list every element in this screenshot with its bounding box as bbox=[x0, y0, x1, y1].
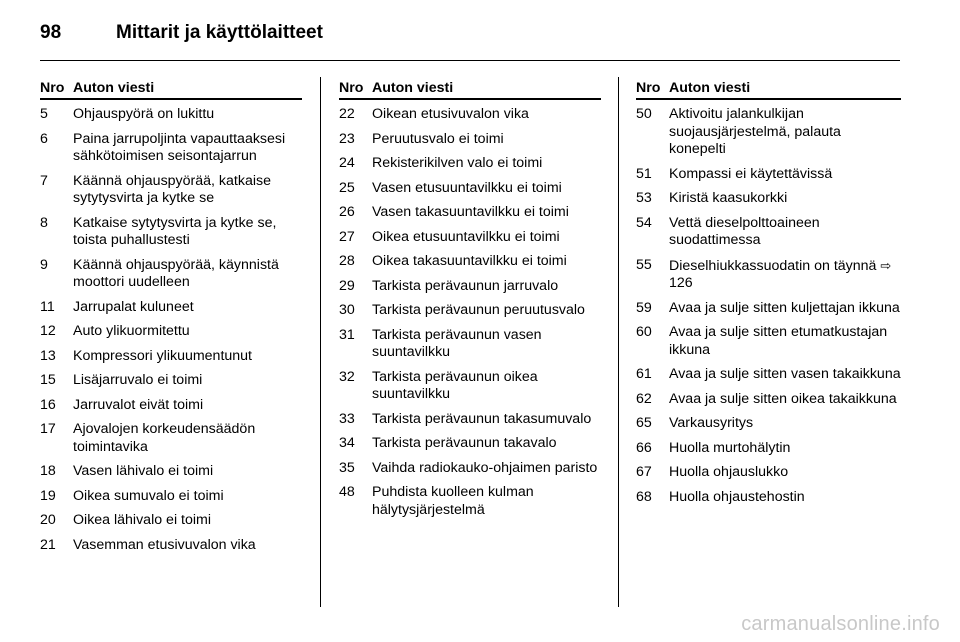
column-divider bbox=[618, 77, 619, 607]
table-row bbox=[40, 257, 302, 292]
column-header-message: Auton viesti bbox=[73, 80, 155, 96]
table-row bbox=[339, 484, 601, 519]
message-text-content: Tarkista perävaunun vasen suuntavilkku bbox=[372, 326, 542, 360]
message-number: 48 bbox=[339, 484, 355, 500]
table-row bbox=[636, 391, 901, 409]
message-text-content: Käännä ohjauspyörää, käynnistä moottori uudelleen bbox=[73, 256, 279, 290]
message-text-content: Paina jarrupoljinta vapauttaaksesi sähkötoimisen seisontajarrun bbox=[73, 130, 286, 164]
message-text-content: Katkaise sytytysvirta ja kytke se, toista puhallustesti bbox=[73, 214, 277, 248]
message-text bbox=[73, 421, 302, 456]
page-reference-arrow-icon: ⇨ bbox=[880, 257, 892, 273]
message-text bbox=[372, 229, 601, 247]
message-text bbox=[73, 397, 302, 415]
message-list bbox=[636, 106, 901, 506]
page-header bbox=[40, 20, 323, 46]
message-number: 35 bbox=[339, 459, 355, 476]
table-row bbox=[40, 512, 302, 530]
message-text bbox=[372, 253, 601, 271]
message-text bbox=[669, 489, 901, 507]
message-text bbox=[73, 488, 302, 506]
message-number: 29 bbox=[339, 277, 355, 294]
message-text bbox=[372, 278, 601, 296]
table-row bbox=[636, 300, 901, 318]
table-row bbox=[636, 366, 901, 384]
table-row bbox=[40, 397, 302, 415]
table-row bbox=[636, 166, 901, 184]
message-text bbox=[73, 512, 302, 530]
table-row bbox=[339, 369, 601, 404]
message-number: 22 bbox=[339, 106, 355, 122]
message-text bbox=[669, 415, 901, 433]
message-number: 28 bbox=[339, 253, 355, 269]
message-text bbox=[73, 463, 302, 481]
message-number: 23 bbox=[339, 130, 355, 147]
column-header-message: Auton viesti bbox=[372, 80, 454, 96]
table-row bbox=[40, 299, 302, 317]
message-text-content: Avaa ja sulje sitten etumatkustajan ikkuna bbox=[669, 324, 888, 358]
message-number: 53 bbox=[636, 190, 652, 206]
message-text bbox=[372, 460, 601, 478]
message-number: 32 bbox=[339, 368, 355, 385]
message-text bbox=[73, 131, 302, 166]
message-text bbox=[372, 155, 601, 173]
message-number: 8 bbox=[40, 214, 48, 231]
message-text bbox=[372, 411, 601, 429]
message-text bbox=[669, 464, 901, 482]
message-text bbox=[73, 372, 302, 390]
message-number: 65 bbox=[636, 415, 652, 431]
message-number: 50 bbox=[636, 106, 652, 122]
message-number: 27 bbox=[339, 228, 355, 245]
message-text bbox=[372, 302, 601, 320]
message-text bbox=[669, 257, 901, 293]
message-number: 6 bbox=[40, 130, 48, 147]
message-column-2 bbox=[339, 79, 601, 526]
message-text-content: Vasen lähivalo ei toimi bbox=[73, 463, 214, 479]
message-number: 59 bbox=[636, 299, 652, 316]
message-number: 31 bbox=[339, 326, 355, 343]
message-text-content: Lisäjarruvalo ei toimi bbox=[73, 372, 203, 388]
message-number: 5 bbox=[40, 106, 48, 122]
message-text-content: Oikea etusuuntavilkku ei toimi bbox=[372, 228, 560, 245]
message-number: 30 bbox=[339, 302, 355, 318]
message-text-content: Kompassi ei käytettävissä bbox=[669, 165, 833, 182]
message-number: 11 bbox=[40, 298, 55, 315]
message-text-content: Auto ylikuormitettu bbox=[73, 323, 190, 339]
page-title: Mittarit ja käyttölaitteet bbox=[116, 22, 323, 43]
column-divider bbox=[320, 77, 321, 607]
message-number: 15 bbox=[40, 372, 56, 388]
table-row bbox=[339, 180, 601, 198]
table-row bbox=[40, 131, 302, 166]
message-text bbox=[669, 300, 901, 318]
message-text-content: Tarkista perävaunun takasumuvalo bbox=[372, 410, 592, 427]
message-text bbox=[372, 327, 601, 362]
table-row bbox=[339, 302, 601, 320]
header-divider bbox=[40, 60, 900, 61]
message-text bbox=[372, 180, 601, 198]
message-text-content: Tarkista perävaunun takavalo bbox=[372, 435, 557, 451]
column-header-nro: Nro bbox=[636, 80, 661, 96]
message-text bbox=[669, 215, 901, 250]
message-text-content: Vasemman etusivuvalon vika bbox=[73, 536, 256, 553]
message-text-content: Avaa ja sulje sitten oikea takaikkuna bbox=[669, 390, 897, 407]
message-column-1 bbox=[40, 79, 302, 561]
table-row bbox=[40, 372, 302, 390]
column-header bbox=[339, 79, 601, 100]
message-text-content: Kompressori ylikuumentunut bbox=[73, 347, 252, 364]
message-number: 62 bbox=[636, 390, 652, 407]
message-text-content: Aktivoitu jalankulkijan suojausjärjestelmä, palauta konepelti bbox=[669, 106, 841, 157]
message-number: 7 bbox=[40, 172, 48, 189]
message-text bbox=[372, 131, 601, 149]
message-text bbox=[372, 435, 601, 453]
message-number: 54 bbox=[636, 214, 652, 231]
message-number: 51 bbox=[636, 165, 652, 182]
message-text-content: Oikea sumuvalo ei toimi bbox=[73, 487, 224, 504]
message-text bbox=[669, 324, 901, 359]
column-header-nro: Nro bbox=[40, 80, 65, 96]
table-row bbox=[40, 537, 302, 555]
table-row bbox=[636, 489, 901, 507]
table-row bbox=[40, 348, 302, 366]
message-text-content: Puhdista kuolleen kulman hälytysjärjestelmä bbox=[372, 484, 534, 518]
table-row bbox=[40, 463, 302, 481]
message-text bbox=[669, 106, 901, 159]
table-row bbox=[339, 204, 601, 222]
message-text bbox=[372, 484, 601, 519]
message-text-content: Huolla ohjauslukko bbox=[669, 464, 789, 480]
message-number: 9 bbox=[40, 256, 48, 273]
message-number: 24 bbox=[339, 155, 355, 171]
message-number: 66 bbox=[636, 439, 652, 456]
table-row bbox=[40, 215, 302, 250]
message-number: 68 bbox=[636, 488, 652, 505]
table-row bbox=[339, 253, 601, 271]
table-row bbox=[339, 106, 601, 124]
table-row bbox=[339, 155, 601, 173]
message-text bbox=[372, 106, 601, 124]
table-row bbox=[636, 464, 901, 482]
message-text-content: Ajovalojen korkeudensäädön toimintavika bbox=[73, 421, 256, 455]
message-number: 12 bbox=[40, 323, 56, 339]
table-row bbox=[40, 323, 302, 341]
message-number: 20 bbox=[40, 512, 56, 528]
table-row bbox=[40, 421, 302, 456]
message-text bbox=[73, 173, 302, 208]
message-text bbox=[73, 215, 302, 250]
message-text bbox=[73, 257, 302, 292]
table-row bbox=[40, 106, 302, 124]
table-row bbox=[636, 215, 901, 250]
page-number: 98 bbox=[40, 22, 62, 43]
table-row bbox=[339, 131, 601, 149]
table-row bbox=[339, 460, 601, 478]
message-text-content: Oikean etusivuvalon vika bbox=[372, 106, 529, 122]
message-text bbox=[73, 299, 302, 317]
message-number: 19 bbox=[40, 487, 56, 504]
message-text bbox=[669, 391, 901, 409]
message-text-content: Vasen etusuuntavilkku ei toimi bbox=[372, 179, 562, 196]
message-text-content: Dieselhiukkassuodatin on täynnä bbox=[669, 257, 877, 274]
message-text bbox=[73, 323, 302, 341]
table-row bbox=[339, 229, 601, 247]
message-column-3 bbox=[636, 79, 901, 513]
message-text bbox=[372, 369, 601, 404]
message-text-content: Tarkista perävaunun oikea suuntavilkku bbox=[372, 368, 538, 402]
message-number: 33 bbox=[339, 410, 355, 427]
column-header bbox=[636, 79, 901, 100]
message-number: 16 bbox=[40, 396, 56, 413]
table-row bbox=[636, 257, 901, 293]
table-row bbox=[339, 278, 601, 296]
message-number: 21 bbox=[40, 536, 56, 553]
message-text-content: Tarkista perävaunun jarruvalo bbox=[372, 277, 559, 294]
table-row bbox=[40, 173, 302, 208]
message-number: 26 bbox=[339, 204, 355, 220]
page-reference[interactable]: 126 bbox=[669, 275, 693, 291]
table-row bbox=[636, 106, 901, 159]
message-text-content: Varkausyritys bbox=[669, 415, 754, 431]
message-number: 34 bbox=[339, 435, 355, 451]
table-row bbox=[40, 488, 302, 506]
watermark: carmanualsonline.info bbox=[741, 613, 940, 635]
message-number: 25 bbox=[339, 179, 355, 196]
table-row bbox=[636, 324, 901, 359]
message-list bbox=[339, 106, 601, 519]
table-row bbox=[339, 435, 601, 453]
table-row bbox=[636, 415, 901, 433]
message-text bbox=[73, 537, 302, 555]
message-text-content: Avaa ja sulje sitten kuljettajan ikkuna bbox=[669, 299, 900, 316]
column-header bbox=[40, 79, 302, 100]
message-text bbox=[73, 348, 302, 366]
message-text-content: Huolla ohjaustehostin bbox=[669, 488, 805, 505]
message-text-content: Avaa ja sulje sitten vasen takaikkuna bbox=[669, 366, 901, 382]
column-header-nro: Nro bbox=[339, 80, 364, 96]
message-number: 60 bbox=[636, 324, 652, 340]
message-text-content: Peruutusvalo ei toimi bbox=[372, 130, 504, 147]
message-text-content: Ohjauspyörä on lukittu bbox=[73, 106, 215, 122]
table-row bbox=[339, 411, 601, 429]
message-text-content: Rekisterikilven valo ei toimi bbox=[372, 155, 543, 171]
message-text bbox=[669, 166, 901, 184]
message-text-content: Huolla murtohälytin bbox=[669, 439, 791, 456]
message-number: 55 bbox=[636, 256, 652, 273]
message-text bbox=[669, 440, 901, 458]
message-text-content: Vasen takasuuntavilkku ei toimi bbox=[372, 204, 569, 220]
message-list bbox=[40, 106, 302, 554]
message-text-content: Jarruvalot eivät toimi bbox=[73, 396, 204, 413]
message-text-content: Jarrupalat kuluneet bbox=[73, 298, 194, 315]
message-text bbox=[669, 190, 901, 208]
message-text bbox=[372, 204, 601, 222]
table-row bbox=[636, 440, 901, 458]
message-text-content: Vaihda radiokauko-ohjaimen paristo bbox=[372, 459, 598, 476]
column-header-message: Auton viesti bbox=[669, 80, 751, 96]
message-text-content: Tarkista perävaunun peruutusvalo bbox=[372, 302, 585, 318]
table-row bbox=[636, 190, 901, 208]
message-number: 18 bbox=[40, 463, 56, 479]
message-text-content: Vettä dieselpolttoaineen suodattimessa bbox=[669, 214, 820, 248]
message-text bbox=[73, 106, 302, 124]
message-number: 13 bbox=[40, 347, 56, 364]
table-row bbox=[339, 327, 601, 362]
message-number: 17 bbox=[40, 421, 56, 437]
message-text-content: Oikea takasuuntavilkku ei toimi bbox=[372, 253, 567, 269]
message-number: 61 bbox=[636, 366, 652, 382]
message-text bbox=[669, 366, 901, 384]
message-number: 67 bbox=[636, 464, 652, 480]
message-text-content: Kiristä kaasukorkki bbox=[669, 190, 788, 206]
message-text-content: Oikea lähivalo ei toimi bbox=[73, 512, 211, 528]
message-text-content: Käännä ohjauspyörää, katkaise sytytysvirta ja kytke se bbox=[73, 172, 271, 206]
